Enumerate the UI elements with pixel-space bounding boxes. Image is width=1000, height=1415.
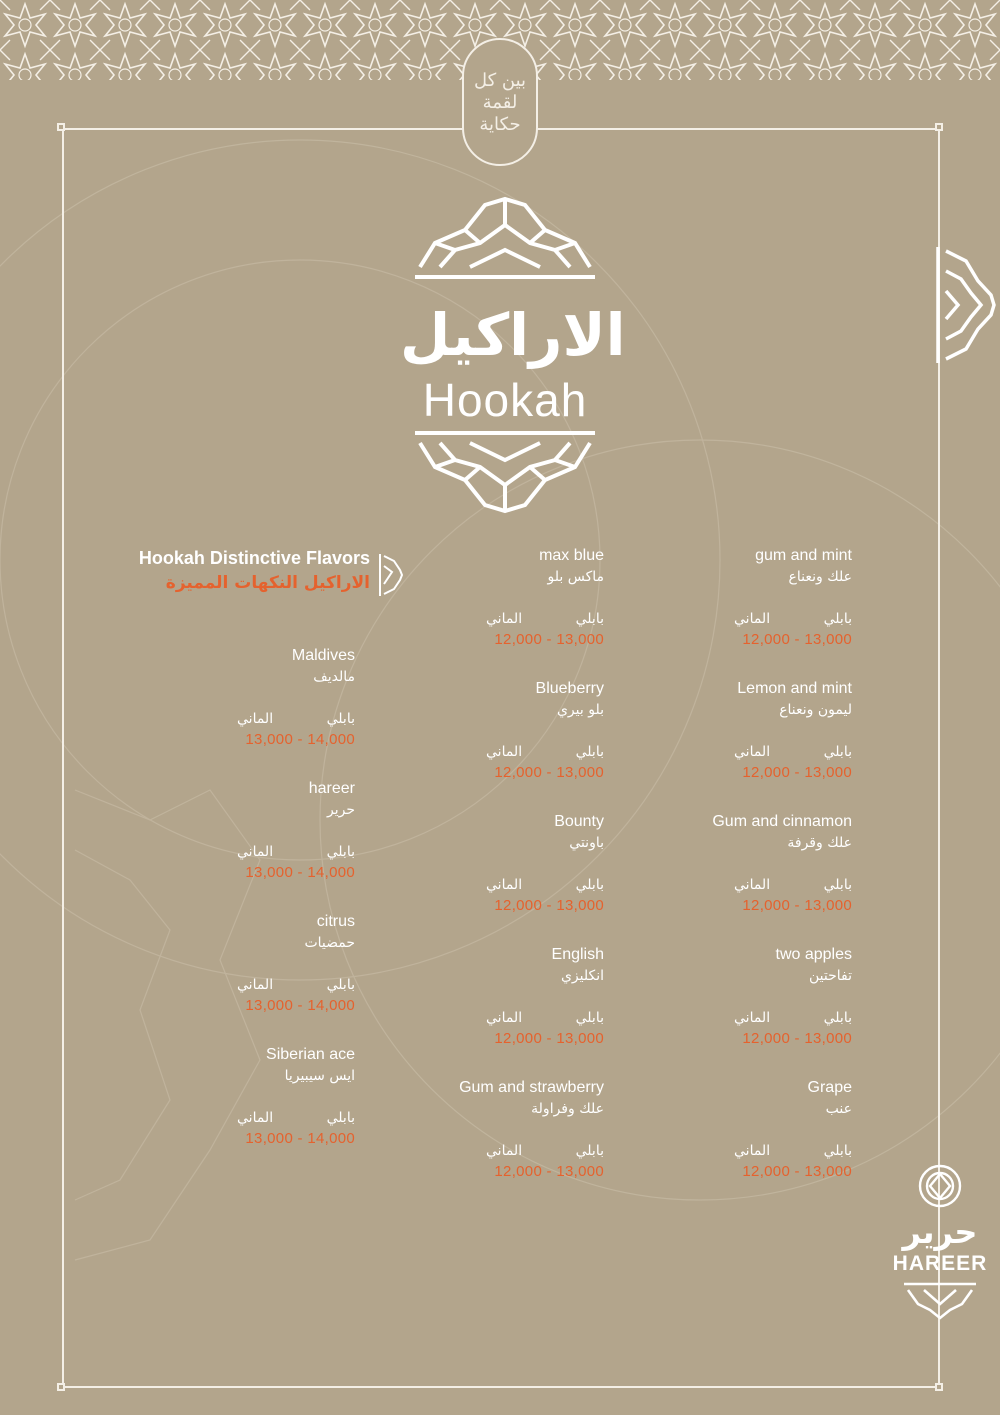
label-babili: بابلي [326,844,355,860]
item-name: Bounty [554,813,604,830]
item-name: Siberian ace [266,1046,355,1063]
item-price: 12,000 - 13,000 [494,1030,604,1047]
label-almani: الماني [486,877,523,893]
item-name-arabic: عنب [825,1101,852,1117]
price-labels [482,1010,604,1030]
item-price: 12,000 - 13,000 [494,1163,604,1180]
label-almani: الماني [734,1010,771,1026]
label-babili: بابلي [575,744,604,760]
label-almani: الماني [486,1143,523,1159]
menu-item [592,813,852,946]
menu-item [95,1046,355,1179]
item-price: 12,000 - 13,000 [742,897,852,914]
menu-item [592,1079,852,1212]
price-labels [730,1143,852,1163]
item-name-arabic: علك وفراولة [531,1101,604,1117]
menu-item [95,780,355,913]
label-babili: بابلي [326,711,355,727]
menu-item [344,680,604,813]
item-price: 12,000 - 13,000 [494,897,604,914]
item-price: 12,000 - 13,000 [494,764,604,781]
label-almani: الماني [237,711,274,727]
item-name: Blueberry [535,680,604,697]
price-labels [482,744,604,764]
item-name: hareer [308,780,355,797]
section-title: Hookah Distinctive Flavors [138,548,370,568]
item-name-arabic: حمضيات [304,935,355,951]
price-labels [482,1143,604,1163]
header-ornament-top [410,195,600,285]
menu-item [592,946,852,1079]
price-labels [233,1110,355,1130]
label-almani: الماني [486,611,523,627]
label-babili: بابلي [823,744,852,760]
label-almani: الماني [486,744,523,760]
label-almani: الماني [734,744,771,760]
item-price: 12,000 - 13,000 [742,1030,852,1047]
item-name-arabic: ماكس بلو [547,569,604,585]
item-price: 12,000 - 13,000 [742,631,852,648]
label-babili: بابلي [575,877,604,893]
label-babili: بابلي [575,1010,604,1026]
item-name: Gum and strawberry [459,1079,604,1096]
item-name-arabic: علك وقرفة [787,835,852,851]
brand-logo-arabic: حرير [902,1213,978,1251]
item-name: Lemon and mint [737,680,852,697]
item-name-arabic: باونتي [569,835,604,851]
emblem-text: بين كل لقمة حكاية [473,70,527,135]
item-name-arabic: انكليزي [560,968,604,984]
item-name-arabic: مالديف [313,669,355,685]
item-price: 12,000 - 13,000 [494,631,604,648]
label-babili: بابلي [575,1143,604,1159]
menu-item [592,680,852,813]
page-title: Hookah [422,374,588,426]
label-babili: بابلي [823,1010,852,1026]
label-babili: بابلي [823,877,852,893]
item-name-arabic: تفاحتين [808,968,852,984]
label-babili: بابلي [326,977,355,993]
item-name-arabic: علك ونعناع [788,569,852,585]
brand-logo: HAREER [892,1252,988,1275]
item-name: Grape [807,1079,852,1096]
brand-ornament [900,1280,980,1320]
item-price: 12,000 - 13,000 [742,1163,852,1180]
label-babili: بابلي [823,1143,852,1159]
item-name: max blue [539,547,604,564]
brand-emblem-icon [910,1160,970,1210]
menu-item [95,913,355,1046]
item-price: 13,000 - 14,000 [245,1130,355,1147]
menu-item [592,547,852,680]
item-price: 13,000 - 14,000 [245,997,355,1014]
price-labels [233,711,355,731]
price-labels [730,611,852,631]
frame-corner [57,123,65,131]
item-name-arabic: ايس سيبيريا [284,1068,355,1084]
label-babili: بابلي [823,611,852,627]
side-ornament [936,245,996,365]
label-almani: الماني [237,844,274,860]
item-name: gum and mint [755,547,852,564]
menu-item [344,813,604,946]
menu-item [344,1079,604,1212]
price-labels [730,1010,852,1030]
frame-corner [57,1383,65,1391]
frame-corner [935,123,943,131]
menu-item [95,647,355,780]
item-name-arabic: ليمون ونعناع [779,702,852,718]
label-almani: الماني [237,1110,274,1126]
item-name-arabic: حرير [327,802,355,818]
menu-item [344,547,604,680]
label-babili: بابلي [326,1110,355,1126]
item-name: Maldives [291,647,355,664]
item-price: 13,000 - 14,000 [245,731,355,748]
label-almani: الماني [734,1143,771,1159]
menu-item [344,946,604,1079]
price-labels [482,877,604,897]
label-almani: الماني [734,877,771,893]
price-labels [482,611,604,631]
item-name: English [551,946,604,963]
item-name: citrus [316,913,355,930]
label-almani: الماني [734,611,771,627]
price-labels [730,744,852,764]
header-ornament-bottom [410,425,600,515]
item-name-arabic: بلو بيري [556,702,604,718]
price-labels [730,877,852,897]
label-almani: الماني [237,977,274,993]
price-labels [233,844,355,864]
section-title-arabic: الاراكيل النكهات المميزة [165,573,370,593]
item-name: two apples [775,946,852,963]
label-babili: بابلي [575,611,604,627]
item-price: 12,000 - 13,000 [742,764,852,781]
item-price: 13,000 - 14,000 [245,864,355,881]
item-name: Gum and cinnamon [712,813,852,830]
page-title-arabic: الاراكيل [400,301,626,369]
label-almani: الماني [486,1010,523,1026]
frame-corner [935,1383,943,1391]
price-labels [233,977,355,997]
